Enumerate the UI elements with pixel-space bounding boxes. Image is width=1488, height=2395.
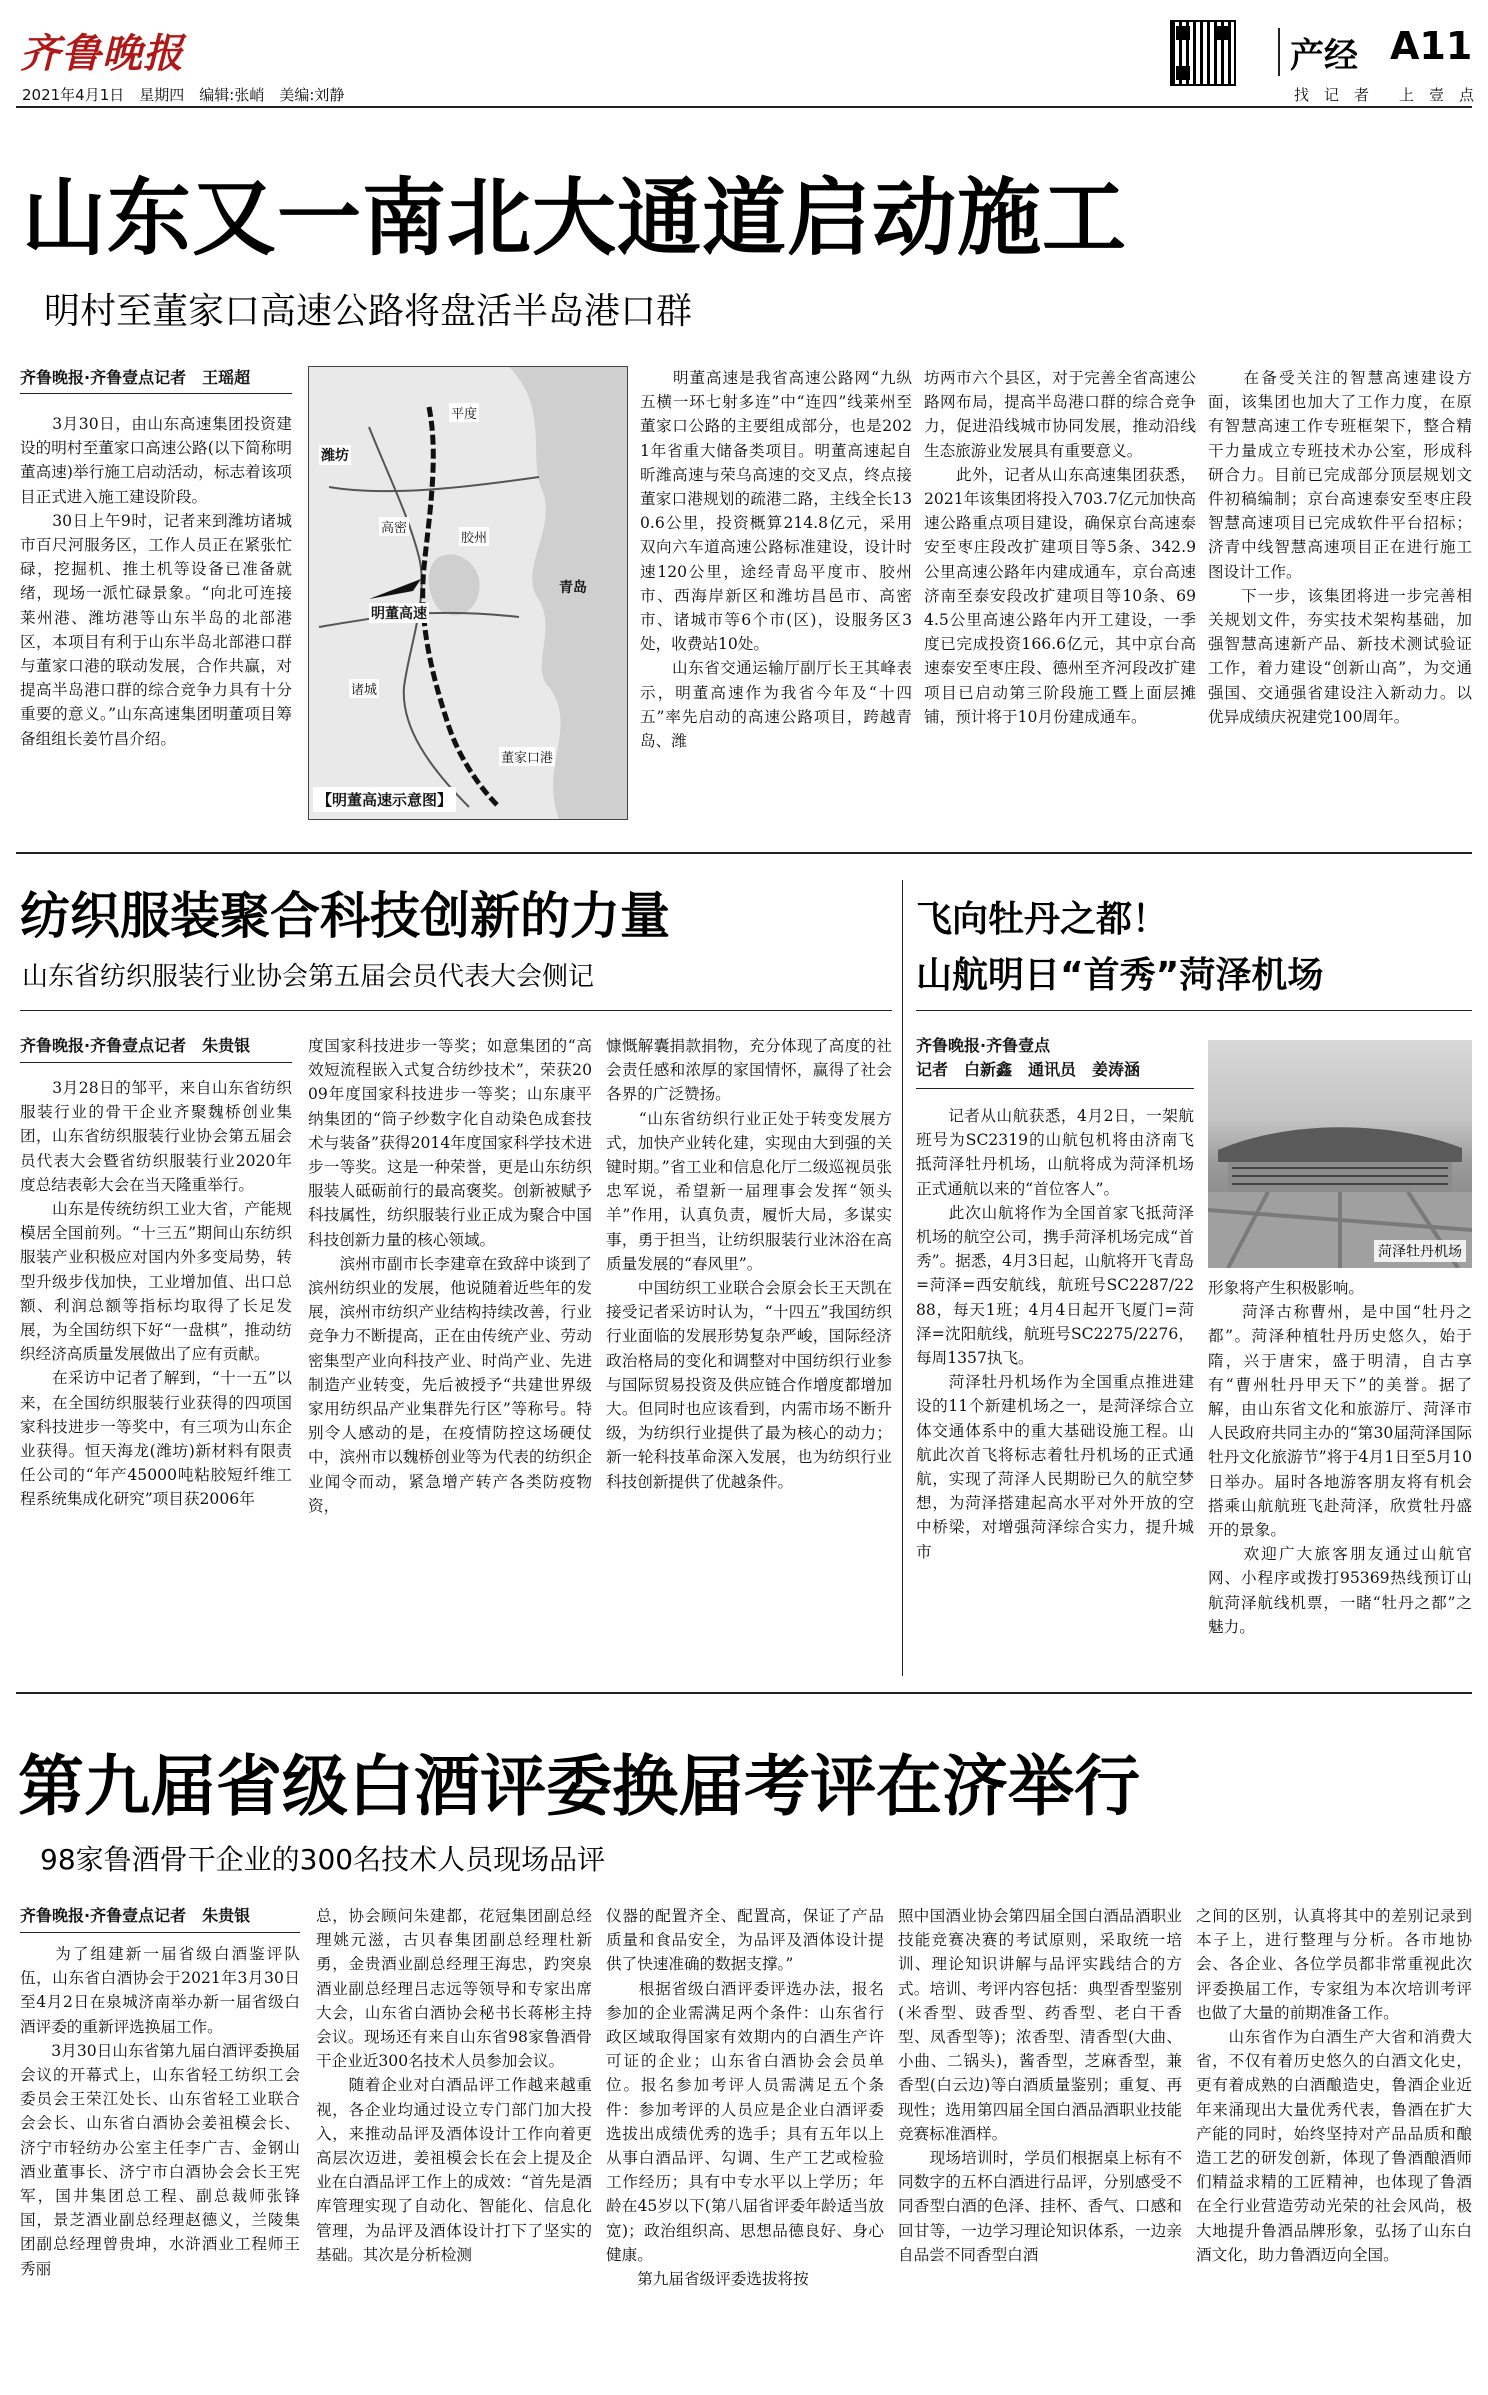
- section-name: 产经: [1290, 36, 1358, 76]
- map-label-weifang: 潍坊: [319, 445, 351, 465]
- route-map: [308, 366, 628, 820]
- masthead: [0, 0, 1488, 110]
- article2-headline: 纺织服装聚合科技创新的力量: [20, 887, 670, 945]
- article3-col1: 记者从山航获悉，4月2日，一架航班号为SC2319的山航包机将由济南飞抵菏泽牡丹机场，山航将成为菏泽机场正式通航以来的“首位客人”。 此次山航将作为全国首家飞抵菏泽机场的航空公司，携手菏泽机场完成“首秀”。据悉，4月3日起，山航将开飞青岛=菏泽=西安航线，航班号SC2287/2288，每天1班；4月4日起开飞厦门=菏泽=沈阳航线，航班号SC2275/2276，每周1357执飞。 菏泽牡丹机场作为全国重点推进建设的11个新建机场之一，是菏泽综合立体交通体系中的重大基础设施工程。山航此次首飞将标志着牡丹机场的正式通航，实现了菏泽人民期盼已久的航空梦想，为菏泽搭建起高水平对外开放的空中桥梁，对增强菏泽综合实力，提升城市: [916, 1107, 1194, 1561]
- map-label-mingdong: 明董高速: [369, 603, 429, 623]
- article2-byline-rule: [20, 1062, 292, 1063]
- article4-col3: 仪器的配置齐全、配置高，保证了产品质量和食品安全，为品评及酒体设计提供了快速准确的数据支撑。” 根据省级白酒评委评选办法，报名参加的企业需满足两个条件：山东省行政区域取得国家有效期内的白酒生产许可证的企业；山东省白酒协会会员单位。报名参加考评人员需满足五个条件：参加考评的人员应是企业白酒评委选拔出成绩优秀的选手；具有五年以上从事白酒品评、勾调、生产工艺或检验工作经历；具有中专水平以上学历；年龄在45岁以下(第八届省评委年龄适当放宽)；政治组织高、思想品德良好、身心健康。 第九届省级评委选拔将按: [606, 1907, 884, 2289]
- route-arrow: [369, 579, 421, 599]
- map-label-pingdu: 平度: [449, 403, 479, 422]
- article1-byline: 齐鲁晚报·齐鲁壹点记者 王瑶超: [20, 368, 251, 387]
- article4-byline: 齐鲁晚报·齐鲁壹点记者 朱贵银: [20, 1906, 251, 1925]
- article3-byline-rule: [916, 1088, 1194, 1089]
- page-number: A11: [1390, 24, 1473, 68]
- article2-col3: 慷慨解囊捐款捐物，充分体现了高度的社会责任感和浓厚的家国情怀，赢得了社会各界的广泛赞扬。 “山东省纺织行业正处于转变发展方式，加快产业转化建，实现由大到强的关键时期。”省工业和信息化厅二级巡视员张忠军说，希望新一届理事会发挥“领头羊”作用，认真负责，履忻大局，多谋实事，勇于担当，让纺织服装行业沐浴在高质量发展的“春风里”。 中国纺织工业联合会原会长王天凯在接受记者采访时认为，“十四五”我国纺织行业面临的发展形势复杂严峻，国际经济政治格局的变化和调整对中国纺织行业参与国际贸易投资及供应链合作增度都增加大。但同时也应该看到，内需市场不断升级，为纺织行业提供了最为核心的动力；新一轮科技革命深入发展，也为纺织行业科技创新提供了优越条件。: [606, 1037, 892, 1491]
- article3-headline1: 飞向牡丹之都！: [916, 899, 1169, 940]
- qr-code: [1170, 20, 1236, 86]
- article3-col2: 形象将产生积极影响。 菏泽古称曹州，是中国“牡丹之都”。菏泽种植牡丹历史悠久，始于隋，兴于唐宋，盛于明清，自古享有“曹州牡丹甲天下”的美誉。据了解，由山东省文化和旅游厅、菏泽市人民政府共同主办的“第30届菏泽国际牡丹文化旅游节”将于4月1日至5月10日举办。届时各地游客朋友将有机会搭乘山航航班飞赴菏泽，欣赏牡丹盛开的景象。 欢迎广大旅客朋友通过山航官网、小程序或拨打95369热线预订山航菏泽航线机票，一睹“牡丹之都”之魅力。: [1208, 1279, 1472, 1636]
- article4-byline-rule: [20, 1932, 300, 1933]
- map-label-gaomi: 高密: [379, 517, 409, 536]
- airport-photo: [1208, 1040, 1472, 1268]
- airport-photo-svg: [1208, 1040, 1472, 1268]
- article1-col3: 明董高速是我省高速公路网“九纵五横一环七射多连”中“连四”线莱州至董家口公路的主要组成部分，也是2021年省重大储备类项目。明董高速起自昕潍高速与荣乌高速的交叉点，终点接董家口港规划的疏港二路，主线全长130.6公里，投资概算214.8亿元，采用双向六车道高速公路标准建设，设计时速120公里，途经青岛平度市、胶州市、西海岸新区和潍坊昌邑市、高密市、诸城市等6个市(区)，设服务区3处，收费站10处。 山东省交通运输厅副厅长王其峰表示，明董高速作为我省今年及“十四五”率先启动的高速公路项目，跨越青岛、潍: [640, 369, 912, 751]
- terminal-roof: [1218, 1127, 1462, 1162]
- date-line: 2021年4月1日 星期四 编辑:张峭 美编:刘静: [22, 86, 345, 104]
- section-rule-2: [16, 1692, 1472, 1694]
- article1-byline-rule: [20, 393, 292, 394]
- article1-col1: 3月30日，由山东高速集团投资建设的明村至董家口高速公路(以下简称明董高速)举行施工启动活动，标志着该项目正式进入施工建设阶段。 30日上午9时，记者来到潍坊诸城市百尺河服务区，工作人员正在紧张忙碌，挖掘机、推土机等设备已准备就绪，现场一派忙碌景象。“向北可连接莱州港、潍坊港等山东半岛的北部港区，本项目有利于山东半岛北部港口群与董家口港的联动发展，合作共赢，对提高半岛港口群的综合竞争力具有十分重要的意义。”山东高速集团明董项目筹备组组长姜竹昌介绍。: [20, 415, 292, 748]
- article4-col1: 为了组建新一届省级白酒鉴评队伍，山东省白酒协会于2021年3月30日至4月2日在泉城济南举办新一届省级白酒评委的重新评选换届工作。 3月30日山东省第九届白酒评委换届会议的开幕式上，山东省轻工纺织工会委员会王荣江处长、山东省轻工业联合会会长、山东省白酒协会姜祖模会长、济宁市轻纺办公室主任李广吉、金钢山酒业董事长、济宁市白酒协会会长王宪军，国井集团总工程、副总裁师张锋国，景芝酒业副总经理赵德义，兰陵集团副总经理曾贵坤，水浒酒业工程师王秀丽: [20, 1945, 300, 2278]
- article3-headline2: 山航明日“首秀”菏泽机场: [916, 955, 1324, 996]
- article1-headline: 山东又一南北大通道启动施工: [22, 169, 1128, 267]
- masthead-separator: [1278, 28, 1280, 76]
- map-label-zhucheng: 诸城: [349, 679, 379, 698]
- article4-col2: 总，协会顾问朱建都，花冠集团副总经理姚元滋，古贝春集团副总经理杜新勇，金贵酒业副总经理王海忠，趵突泉酒业副总经理吕志远等领导和专家出席大会，山东省白酒协会秘书长蒋彬主持会议。现场还有来自山东省98家鲁酒骨干企业近300名技术人员参加会议。 随着企业对白酒品评工作越来越重视，各企业均通过设立专门部门加大投入，来推动品评及酒体设计工作向着更高层次迈进，姜祖模会长在会上提及企业在白酒品评工作上的成效：“首先是酒库管理实现了自动化、智能化、信息化管理，为品评及酒体设计打下了坚实的基础。其次是分析检测: [316, 1907, 592, 2264]
- article2-col2: 度国家科技进步一等奖；如意集团的“高效短流程嵌入式复合纺纱技术”，荣获2009年度国家科技进步一等奖；山东康平纳集团的“筒子纱数字化自动染色成套技术与装备”获得2014年度国家科学技术进步一等奖。这是一种荣誉，更是山东纺织服装人砥砺前行的最高褒奖。创新被赋予科技属性，纺织服装行业正成为聚合中国科技创新力量的核心领域。 滨州市副市长李建章在致辞中谈到了滨州纺织业的发展，他说随着近些年的发展，滨州市纺织产业结构持续改善，行业竞争力不断提高，正在由传统产业、劳动密集型产业向科技产业、时尚产业、先进制造产业转变，先后被授予“共建世界级家用纺织品产业集群先行区”等称号。特别令人感动的是，在疫情防控这场硬仗中，滨州市以魏桥创业等为代表的纺织企业闻令而动，紧急增产转产各类防疫物资，: [308, 1037, 592, 1515]
- masthead-rule: [16, 106, 1472, 108]
- article4-col5: 之间的区别，认真将其中的差别记录到本子上，进行整理与分析。各市地协会、各企业、各位学员都非常重视此次评委换届工作，专家组为本次培训考评也做了大量的前期准备工作。 山东省作为白酒生产大省和消费大省，不仅有着历史悠久的白酒文化史，更有着成熟的白酒酿造史，鲁酒企业近年来涌现出大量优秀代表，鲁酒在扩大产能的同时，始终坚持对产品品质和酿造工艺的研发创新，体现了鲁酒酿酒师们精益求精的工匠精神，也体现了鲁酒在全行业营造劳动光荣的社会风尚，极大地提升鲁酒品牌形象，弘扬了山东白酒文化，助力鲁酒迈向全国。: [1196, 1907, 1472, 2264]
- map-label-jiaozhou: 胶州: [459, 527, 489, 546]
- article2-subhead: 山东省纺织服装行业协会第五届会员代表大会侧记: [22, 962, 595, 992]
- slogan: 找 记 者 上 壹 点: [1294, 86, 1475, 104]
- article-divider-vertical: [902, 880, 903, 1676]
- article1-col4: 坊两市六个县区，对于完善全省高速公路网布局，提高半岛港口群的综合竞争力，促进沿线城市协同发展，推动沿线生态旅游业发展具有重要意义。 此外，记者从山东高速集团获悉，2021年该集团将投入703.7亿元加快高速公路重点项目建设，确保京台高速泰安至枣庄段改扩建项目等5条、342.9公里高速公路年内建成通车，京台高速济南至泰安段改扩建项目等10条、694.5公里高速公路年内开工建设，一季度已完成投资166.6亿元，其中京台高速泰安至枣庄段、德州至齐河段改扩建项目已启动第三阶段施工暨上面层摊铺，预计将于10月份建成通车。: [924, 369, 1196, 726]
- section-rule-1: [16, 852, 1472, 854]
- airport-photo-caption: 菏泽牡丹机场: [1374, 1240, 1466, 1262]
- article4-headline: 第九届省级白酒评委换届考评在济举行: [18, 1748, 1140, 1825]
- newspaper-logo: 齐鲁晚报: [20, 30, 184, 77]
- article2-byline: 齐鲁晚报·齐鲁壹点记者 朱贵银: [20, 1036, 251, 1055]
- map-label-dongjiakou: 董家口港: [499, 747, 555, 766]
- map-caption: 【明董高速示意图】: [313, 787, 456, 812]
- article2-col1: 3月28日的邹平，来自山东省纺织服装行业的骨干企业齐聚魏桥创业集团，山东省纺织服装行业协会第五届会员代表大会暨省纺织服装行业2020年度总结表彰大会在当天隆重举行。 山东是传统纺织工业大省，产能规模居全国前列。“十三五”期间山东纺织服装产业积极应对国内外多变局势，转型升级步伐加快，工业增加值、出口总额、利润总额等指标均取得了长足发展，为全国纺织下好“一盘棋”，推动纺织经济高质量发展做出了应有贡献。 在采访中记者了解到，“十一五”以来，在全国纺织服装行业获得的四项国家科技进步一等奖中，有三项为山东企业获得。恒天海龙(潍坊)新材料有限责任公司的“年产45000吨粘胶短纤维工程系统集成化研究”项目获2006年: [20, 1079, 292, 1509]
- article3-byline: 齐鲁晚报·齐鲁壹点 记者 白新鑫 通讯员 姜涛涵: [916, 1036, 1141, 1079]
- article4-subhead: 98家鲁酒骨干企业的300名技术人员现场品评: [40, 1843, 606, 1876]
- article2-sub-rule: [20, 1010, 892, 1011]
- map-label-qingdao: 青岛: [559, 580, 587, 596]
- article3-head-rule: [916, 1010, 1472, 1011]
- bay-shape: [429, 554, 480, 615]
- article1-col5: 在备受关注的智慧高速建设方面，该集团也加大了工作力度，在原有智慧高速工作专班框架下，整合精干力量成立专班技术办公室，形成科研合力。目前已完成部分顶层规划文件初稿编制；京台高速泰安至枣庄段智慧高速项目已完成软件平台招标；济青中线智慧高速项目正在进行施工图设计工作。 下一步，该集团将进一步完善相关规划文件，夯实技术架构基础，加强智慧高速新产品、新技术测试验证工作，着力建设“创新山高”，为交通强国、交通强省建设注入新动力。以优异成绩庆祝建党100周年。: [1208, 369, 1472, 726]
- article4-col4: 照中国酒业协会第四届全国白酒品酒职业技能竞赛决赛的考试原则，采取统一培训、理论知识讲解与品评实践结合的方式。培训、考评内容包括：典型香型鉴别(米香型、豉香型、药香型、老白干香型、凤香型等)；浓香型、清香型(大曲、小曲、二锅头)，酱香型，芝麻香型，兼香型(白云边)等白酒质量鉴别；重复、再现性；选用第四届全国白酒品酒职业技能竞赛标准酒样。 现场培训时，学员们根据桌上标有不同数字的五杯白酒进行品评，分别感受不同香型白酒的色泽、挂杯、香气、口感和回甘等，一边学习理论知识体系，一边亲自品尝不同香型白酒: [898, 1907, 1182, 2264]
- article1-subhead: 明村至董家口高速公路将盘活半岛港口群: [44, 291, 693, 332]
